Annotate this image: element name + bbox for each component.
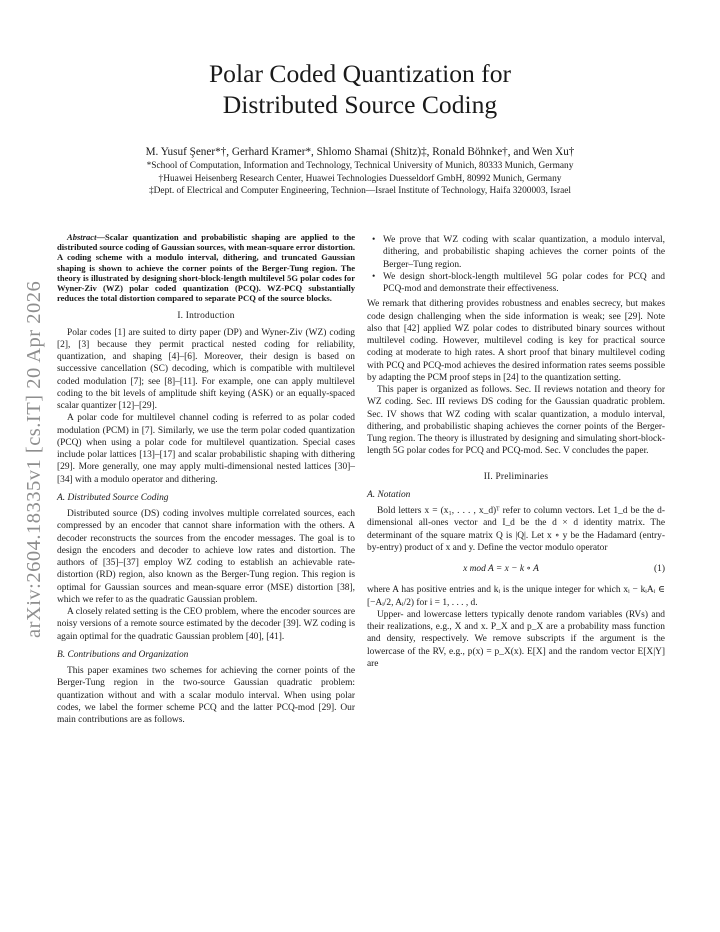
intro-paragraph-1: Polar codes [1] are suited to dirty paper (DP) and Wyner-Ziv (WZ) coding [2], [3] because they permit practical nested coding for reliability, quantization, and shaping [4]–[6]. Moreover, their design is based on successive cancellation (SC) decoding, which is compatible with multilevel coded modulation [7]; see [8]–[11]. For example, one can apply multilevel coding to the bit levels of amplitude shift keying (ASK) or an equally-spaced scalar quantizer [12]–[29]. [57,327,355,412]
title-line-1: Polar Coded Quantization for [208,59,512,88]
section-heading-introduction: I. Introduction [177,311,235,322]
affiliation-3: ‡Dept. of Electrical and Computer Engineering, Technion—Israel Institute of Technology, Haifa 3200003, Israel [148,186,572,197]
contrib-paragraph-2: We remark that dithering provides robustness and enables secrecy, but makes code design challenging when the side information is weak; see [29]. Note also that [42] applied WZ polar codes to distributed binary sources without multilevel coding. However, multilevel coding is key for practical source coding at moderate to high rates. A short proof that binary multilevel coding with PCQ and PCQ-mod achieves the desired information rates seems possible by adapting the PCM proof steps in [24] to the quantization setting. [367,299,665,383]
contributions-list [367,234,665,295]
notation-paragraph-1: Bold letters x = (x₁, . . . , x_d)ᵀ refer to column vectors. Let 1_d be the d-dimensional all-ones vector and I_d be the d × d identity matrix. The determinant of the square matrix Q is |Q|. Let x ∘ y be the Hadamard (entry-by-entry) product of x and y. Define the vector modulo operator [367,506,665,553]
right-column [367,232,665,670]
left-column [57,232,355,726]
affiliations [0,160,720,198]
ds-paragraph-2: A closely related setting is the CEO problem, where the encoder sources are noisy versions of a remote source estimated by the decoder [39]. WZ coding is again optimal for the quadratic Gaussian problem [40], [41]. [57,607,355,642]
contrib-paragraph-1: This paper examines two schemes for achieving the corner points of the Berger-Tung region in the two-source Gaussian quadratic problem: quantization without and with a scalar modulo interval. When using polar codes, we label the former scheme PCQ and the latter PCQ-mod [29]. Our main contributions are as follows. [57,666,355,726]
abstract-lead: Abstract [67,232,97,242]
svg-text:arXiv:2604.18335v1 [cs.IT] 2: arXiv:2604.18335v1 [cs.IT] 20 Apr 2026 [23,280,45,638]
intro-paragraph-2: A polar code for multilevel channel coding is referred to as polar coded modulation (PCM) in [7]. Similarly, we use the term polar coded quantization (PCQ) when using a polar code for multilevel quantization. Special cases include polar lattices [13]–[17] and scalar probabilistic shaping with dithering [29]. More generally, one may apply multi-dimensional nested lattices [30]–[34] with a modulo operator and dithering. [57,413,355,485]
abstract-text: —Scalar quantization and probabilistic shaping are applied to the distributed source coding of Gaussian sources, with mean-square error distortion. A coding scheme with a modulo interval, dithering, and truncated Gaussian shaping is shown to achieve the corner points of the Berger-Tung region. The theory is illustrated by designing short-block-length multilevel 5G polar codes for Wyner-Ziv (WZ) polar coded quantization (PCQ). WZ-PCQ substantially reduces the total distortion compared to separate PCQ of the source blocks. [57,232,355,304]
notation-paragraph-2: where A has positive entries and kᵢ is the unique integer for which xᵢ − kᵢAᵢ ∈ [−Aᵢ/2, Aᵢ/2) for i = 1, . . . , d. [367,585,665,608]
affiliation-1: *School of Computation, Information and Technology, Technical University of Munich, 80333 Munich, Germany [146,161,574,171]
paper-title [0,58,720,120]
organization-paragraph: This paper is organized as follows. Sec. II reviews notation and theory for WZ coding. Sec. III reviews DS coding for the Gaussian quadratic problem. Sec. IV shows that WZ coding with scalar quantization, a modulo interval, dithering, and probabilistic shaping achieves the corner points of the Berger-Tung region. The theory is illustrated by designing and simulating short-block-length 5G polar codes for PCQ and PCQ-mod. Sec. V concludes the paper. [367,385,665,457]
ds-paragraph-1: Distributed source (DS) coding involves multiple correlated sources, each compressed by an encoder that cannot share information with the others. A decoder reconstructs the sources from the encoder messages. The goal is to design the encoders and decoder to achieve low rates and distortion. The authors of [35]–[37] employ WZ coding to establish an achievable rate-distortion (RD) region, also known as the Berger-Tung region. This region is optimal for Gaussian sources and mean-square error (MSE) distortion [38], which we refer to as the quadratic Gaussian problem. [57,509,355,605]
equation-number: (1) [654,564,665,574]
equation-body: x mod A = x − k ∘ A [463,564,539,574]
affiliation-2: †Huawei Heisenberg Research Center, Huawei Technologies Duesseldorf GmbH, 80992 Munich, Germany [158,173,562,184]
subsection-heading-contributions: B. Contributions and Organization [57,649,189,660]
author-list: M. Yusuf Şener*†, Gerhard Kramer*, Shlomo Shamai (Shitz)‡, Ronald Böhnke†, and Wen Xu† [145,146,575,158]
contribution-item: • We design short-block-length multilevel 5G polar codes for PCQ and PCQ-mod and demonstrate their effectiveness. [383,271,665,296]
contribution-item: • We prove that WZ coding with scalar quantization, a modulo interval, dithering, and probabilistic shaping achieves the corner points of the Berger–Tung region. [383,234,665,271]
abstract [57,232,355,303]
arxiv-identifier [12,266,52,640]
subsection-heading-distributed-source-coding: A. Distributed Source Coding [57,492,169,503]
title-line-2: Distributed Source Coding [222,90,498,119]
equation-1 [367,563,665,575]
notation-paragraph-3: Upper- and lowercase letters typically denote random variables (RVs) and their realizations, e.g., X and x. P_X and p_X are a probability mass function and density, respectively. We remove subscripts if the argument is the lowercase of the RV, e.g., p(x) = p_X(x). E[X] and the random vector E[X|Y] are [367,609,665,669]
subsection-heading-notation: A. Notation [367,489,411,500]
section-heading-preliminaries: II. Preliminaries [483,471,549,482]
